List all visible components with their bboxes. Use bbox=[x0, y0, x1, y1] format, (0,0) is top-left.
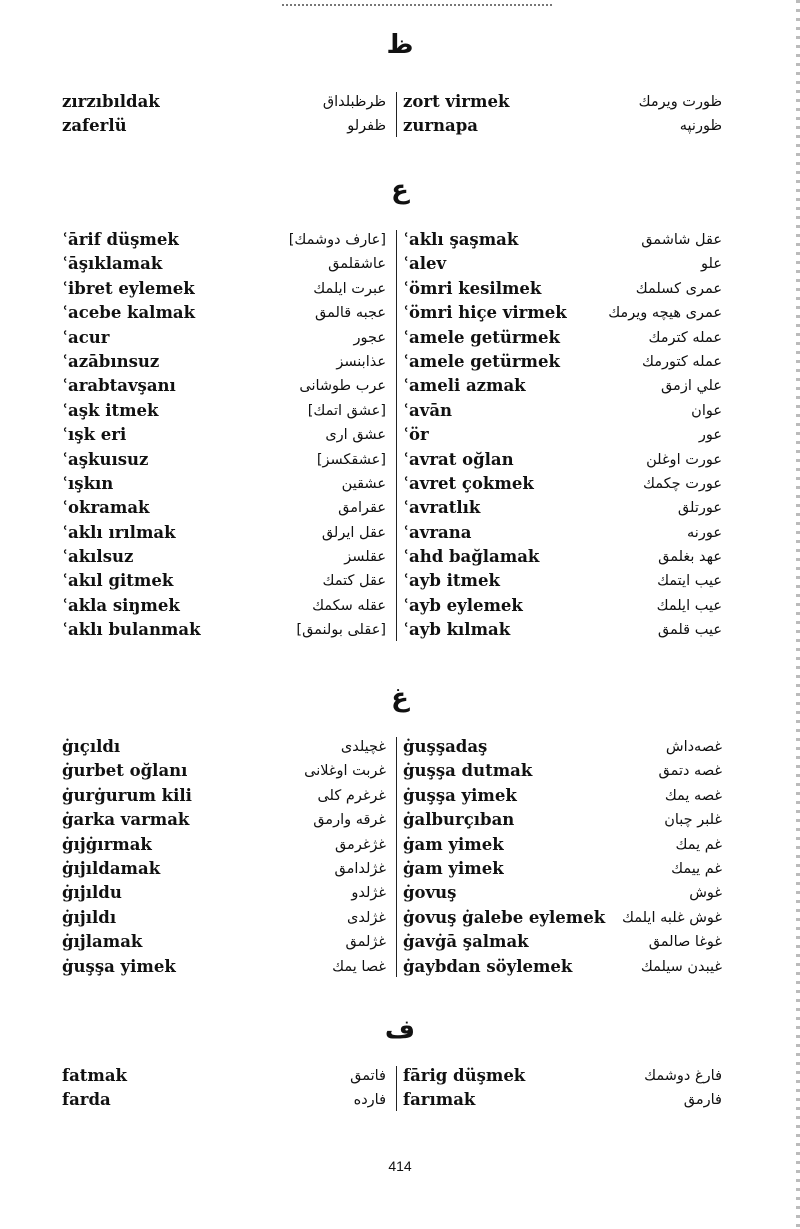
entry-latin-left: ġıjġırmak bbox=[62, 834, 152, 854]
entry-latin-left: ġurġurum kili bbox=[62, 785, 192, 805]
entry-ottoman-right: عيب قلمق bbox=[657, 622, 722, 639]
entry-latin-right: ʿavrat oğlan bbox=[403, 449, 514, 469]
entry-latin-left: ġuşşa yimek bbox=[62, 956, 176, 976]
entry-latin-right: farımak bbox=[403, 1090, 476, 1110]
entry-latin-right: ʿayb eylemek bbox=[403, 595, 523, 615]
letter-heading-za: ظ bbox=[386, 30, 414, 60]
entry-latin-right: ġuşşa dutmak bbox=[403, 761, 533, 781]
entry-ottoman-left: عجبه قالمق bbox=[314, 305, 386, 322]
entry-ottoman-left: عقرامق bbox=[338, 500, 386, 517]
section-za bbox=[0, 90, 800, 139]
entry-latin-left: ʿāşıklamak bbox=[62, 254, 163, 274]
entry-latin-left: ʿacebe kalmak bbox=[62, 303, 196, 323]
entry-row bbox=[0, 906, 800, 930]
entry-row bbox=[0, 448, 800, 472]
entry-latin-right: ġam yimek bbox=[403, 834, 504, 854]
page-number: 414 bbox=[388, 1158, 412, 1174]
entry-latin-right: ʿahd bağlamak bbox=[403, 547, 540, 567]
entry-ottoman-left: فاتمق bbox=[350, 1068, 386, 1084]
entry-latin-left: ġıjıldu bbox=[62, 883, 122, 903]
entry-latin-right: ʿayb itmek bbox=[403, 571, 500, 591]
column-divider bbox=[396, 92, 397, 137]
entry-row bbox=[0, 1064, 800, 1088]
entry-row bbox=[0, 930, 800, 954]
entry-ottoman-right: غصه دتمق bbox=[658, 763, 722, 780]
entry-row bbox=[0, 955, 800, 979]
entry-row bbox=[0, 521, 800, 545]
entry-latin-right: ʿömri hiçe virmek bbox=[403, 303, 567, 323]
entry-latin-right: ʿaklı şaşmak bbox=[403, 230, 519, 249]
entry-ottoman-right: عيب ايلمك bbox=[656, 597, 722, 614]
entry-ottoman-left: عاشقلمق bbox=[328, 256, 386, 273]
entry-ottoman-right: غم ييمك bbox=[671, 860, 722, 877]
entry-ottoman-right: عيب ايتمك bbox=[657, 573, 722, 590]
entry-ottoman-right: عمرى هيچه ويرمك bbox=[608, 305, 722, 322]
entry-ottoman-left: غژغرمق bbox=[334, 836, 386, 853]
entry-row bbox=[0, 423, 800, 447]
entry-latin-left: ġurbet oğlanı bbox=[62, 761, 188, 781]
letter-heading-gayn: غ bbox=[391, 683, 409, 713]
entry-latin-left: ʿokramak bbox=[62, 498, 150, 518]
entry-ottoman-right: غيبدن سيلمك bbox=[640, 958, 722, 975]
entry-ottoman-left: غژلمق bbox=[345, 934, 386, 951]
entry-latin-left: farda bbox=[62, 1090, 111, 1110]
entry-row bbox=[0, 301, 800, 325]
entry-ottoman-right: فارغ دوشمك bbox=[644, 1068, 722, 1084]
top-rule bbox=[282, 4, 552, 7]
entry-latin-left: ġarka varmak bbox=[62, 810, 190, 830]
entry-ottoman-left: غربت اوغلانى bbox=[304, 763, 386, 780]
entry-latin-left: ʿaşkuısuz bbox=[62, 449, 149, 469]
entry-ottoman-left: عذابنسز bbox=[336, 353, 386, 370]
entry-ottoman-right: ظورت ويرمك bbox=[638, 94, 722, 110]
entry-latin-left: ʿaklı ırılmak bbox=[62, 522, 176, 542]
entry-ottoman-left: عرب طوشانى bbox=[299, 378, 386, 395]
entry-ottoman-right: علو bbox=[701, 256, 722, 273]
entry-row bbox=[0, 857, 800, 881]
entry-latin-right: ġalburçıban bbox=[403, 810, 515, 830]
letter-heading-fa: ف bbox=[384, 1015, 416, 1045]
entry-row bbox=[0, 594, 800, 618]
entry-ottoman-left: عشق ارى bbox=[325, 427, 386, 444]
entry-row bbox=[0, 735, 800, 759]
entry-row bbox=[0, 759, 800, 783]
column-divider bbox=[396, 737, 397, 977]
entry-ottoman-right: غوغا صالمق bbox=[648, 934, 722, 951]
entry-ottoman-right: عمله كترمك bbox=[648, 329, 722, 346]
entry-ottoman-left: عقلسز bbox=[344, 549, 386, 566]
entry-latin-left: ʿārif düşmek bbox=[62, 230, 179, 249]
entry-row bbox=[0, 1088, 800, 1112]
entry-latin-left: ġıjıldamak bbox=[62, 858, 161, 878]
entry-latin-left: zırzıbıldak bbox=[62, 92, 160, 111]
entry-ottoman-right: غوش bbox=[689, 885, 722, 902]
letter-heading-ayn: ع bbox=[391, 175, 409, 205]
entry-ottoman-right: غم يمك bbox=[675, 836, 722, 853]
entry-row bbox=[0, 618, 800, 642]
entry-latin-left: ʿakılsuz bbox=[62, 547, 134, 567]
entry-ottoman-right: غصه يمك bbox=[664, 787, 722, 804]
entry-row bbox=[0, 277, 800, 301]
entry-ottoman-left: غرغرم كلى bbox=[317, 787, 386, 804]
entry-ottoman-left: غچيلدى bbox=[340, 739, 386, 755]
entry-ottoman-left: [عشق اتمك] bbox=[307, 402, 386, 419]
entry-ottoman-left: فارده bbox=[353, 1092, 386, 1109]
entry-ottoman-right: عورت چكمك bbox=[643, 475, 722, 492]
entry-latin-left: ġıjlamak bbox=[62, 932, 143, 952]
entry-ottoman-left: غژلدامق bbox=[334, 860, 386, 877]
entry-ottoman-left: غصا يمك bbox=[332, 958, 386, 975]
entry-ottoman-right: ظورنپه bbox=[679, 118, 722, 135]
entry-latin-left: ʿazābınsuz bbox=[62, 351, 160, 371]
entry-latin-right: fārig düşmek bbox=[403, 1066, 526, 1085]
entry-ottoman-right: عورنه bbox=[687, 524, 722, 541]
entry-row bbox=[0, 350, 800, 374]
entry-latin-left: zaferlü bbox=[62, 116, 127, 136]
entry-row bbox=[0, 114, 800, 138]
entry-ottoman-right: عوان bbox=[691, 402, 722, 419]
entry-latin-right: ʿavrana bbox=[403, 522, 472, 542]
entry-latin-left: ʿibret eylemek bbox=[62, 278, 195, 298]
entry-ottoman-left: ظفرلو bbox=[347, 118, 386, 135]
entry-latin-right: zort virmek bbox=[403, 92, 510, 111]
entry-ottoman-right: علي ازمق bbox=[660, 378, 722, 395]
entry-row bbox=[0, 326, 800, 350]
entry-latin-right: ġovuş bbox=[403, 883, 457, 903]
entry-latin-left: fatmak bbox=[62, 1066, 127, 1085]
entry-row bbox=[0, 881, 800, 905]
entry-latin-left: ʿakla siŋmek bbox=[62, 595, 180, 615]
entry-row bbox=[0, 833, 800, 857]
entry-ottoman-right: عورتلق bbox=[677, 500, 722, 517]
entry-ottoman-left: عقله سكمك bbox=[312, 597, 386, 614]
entry-ottoman-right: عورت اوغلن bbox=[646, 451, 722, 468]
entry-ottoman-left: غژلدى bbox=[347, 909, 386, 926]
entry-ottoman-right: عمله كتورمك bbox=[642, 353, 722, 370]
entry-row bbox=[0, 399, 800, 423]
entry-row bbox=[0, 90, 800, 114]
entry-latin-right: ʿamele getürmek bbox=[403, 327, 560, 347]
entry-latin-right: ʿömri kesilmek bbox=[403, 278, 542, 298]
entry-row bbox=[0, 374, 800, 398]
entry-ottoman-left: ظرظبلداق bbox=[322, 94, 386, 110]
entry-latin-right: ʿamele getürmek bbox=[403, 351, 560, 371]
entry-row bbox=[0, 808, 800, 832]
entry-latin-right: ġovuş ġalebe eylemek bbox=[403, 907, 606, 927]
entry-latin-left: ġıjıldı bbox=[62, 907, 117, 927]
entry-ottoman-left: عقل كتمك bbox=[322, 573, 386, 590]
entry-ottoman-right: عهد بغلمق bbox=[658, 549, 722, 566]
entry-ottoman-left: عجور bbox=[353, 329, 386, 346]
entry-latin-left: ʿacur bbox=[62, 327, 110, 347]
entry-ottoman-left: [عارف دوشمك] bbox=[288, 232, 386, 248]
entry-row bbox=[0, 228, 800, 252]
entry-ottoman-right: غصه‌داش bbox=[665, 739, 722, 755]
entry-row bbox=[0, 496, 800, 520]
entry-latin-right: ʿameli azmak bbox=[403, 376, 526, 396]
entry-latin-left: ʿakıl gitmek bbox=[62, 571, 174, 591]
entry-ottoman-left: غژلدو bbox=[351, 885, 386, 902]
entry-row bbox=[0, 545, 800, 569]
entry-row bbox=[0, 252, 800, 276]
entry-ottoman-right: عقل شاشمق bbox=[641, 232, 722, 248]
entry-row bbox=[0, 472, 800, 496]
entry-latin-left: ʿışk eri bbox=[62, 425, 127, 445]
entry-ottoman-left: عقل ايرلق bbox=[321, 524, 386, 541]
entry-ottoman-right: عور bbox=[698, 427, 722, 444]
entry-latin-right: ʿayb kılmak bbox=[403, 620, 511, 640]
entry-latin-left: ʿaşk itmek bbox=[62, 400, 159, 420]
entry-latin-left: ʿışkın bbox=[62, 473, 114, 493]
column-divider bbox=[396, 230, 397, 641]
entry-latin-left: ġıçıldı bbox=[62, 737, 121, 756]
entry-latin-right: ʿavān bbox=[403, 400, 453, 420]
entry-latin-left: ʿaklı bulanmak bbox=[62, 620, 201, 640]
entry-ottoman-left: غرقه وارمق bbox=[313, 812, 386, 829]
section-gayn bbox=[0, 735, 800, 979]
entry-latin-right: ġaybdan söylemek bbox=[403, 956, 573, 976]
entry-ottoman-left: عبرت ايلمك bbox=[313, 280, 386, 297]
entry-row bbox=[0, 569, 800, 593]
entry-latin-right: zurnapa bbox=[403, 116, 478, 136]
entry-ottoman-left: [عقلى بولنمق] bbox=[296, 622, 386, 639]
entry-latin-left: ʿarabtavşanı bbox=[62, 376, 176, 396]
entry-ottoman-right: عمرى كسلمك bbox=[635, 280, 722, 297]
entry-row bbox=[0, 784, 800, 808]
entry-ottoman-right: فارمق bbox=[683, 1092, 722, 1109]
entry-latin-right: ʿalev bbox=[403, 254, 447, 274]
entry-latin-right: ġuşşadaş bbox=[403, 737, 488, 756]
entry-ottoman-right: غوش غلبه ايلمك bbox=[622, 909, 722, 926]
entry-ottoman-right: غلبر چبان bbox=[664, 812, 722, 829]
column-divider bbox=[396, 1066, 397, 1111]
entry-latin-right: ʿör bbox=[403, 425, 429, 445]
entry-ottoman-left: عشقين bbox=[341, 475, 386, 492]
entry-latin-right: ʿavret çokmek bbox=[403, 473, 534, 493]
entry-ottoman-left: [عشقكسز] bbox=[316, 451, 386, 468]
section-ayn bbox=[0, 228, 800, 643]
section-fa bbox=[0, 1064, 800, 1113]
entry-latin-right: ʿavratlık bbox=[403, 498, 481, 518]
entry-latin-right: ġavġā şalmak bbox=[403, 932, 529, 952]
entry-latin-right: ġuşşa yimek bbox=[403, 785, 517, 805]
entry-latin-right: ġam yimek bbox=[403, 858, 504, 878]
